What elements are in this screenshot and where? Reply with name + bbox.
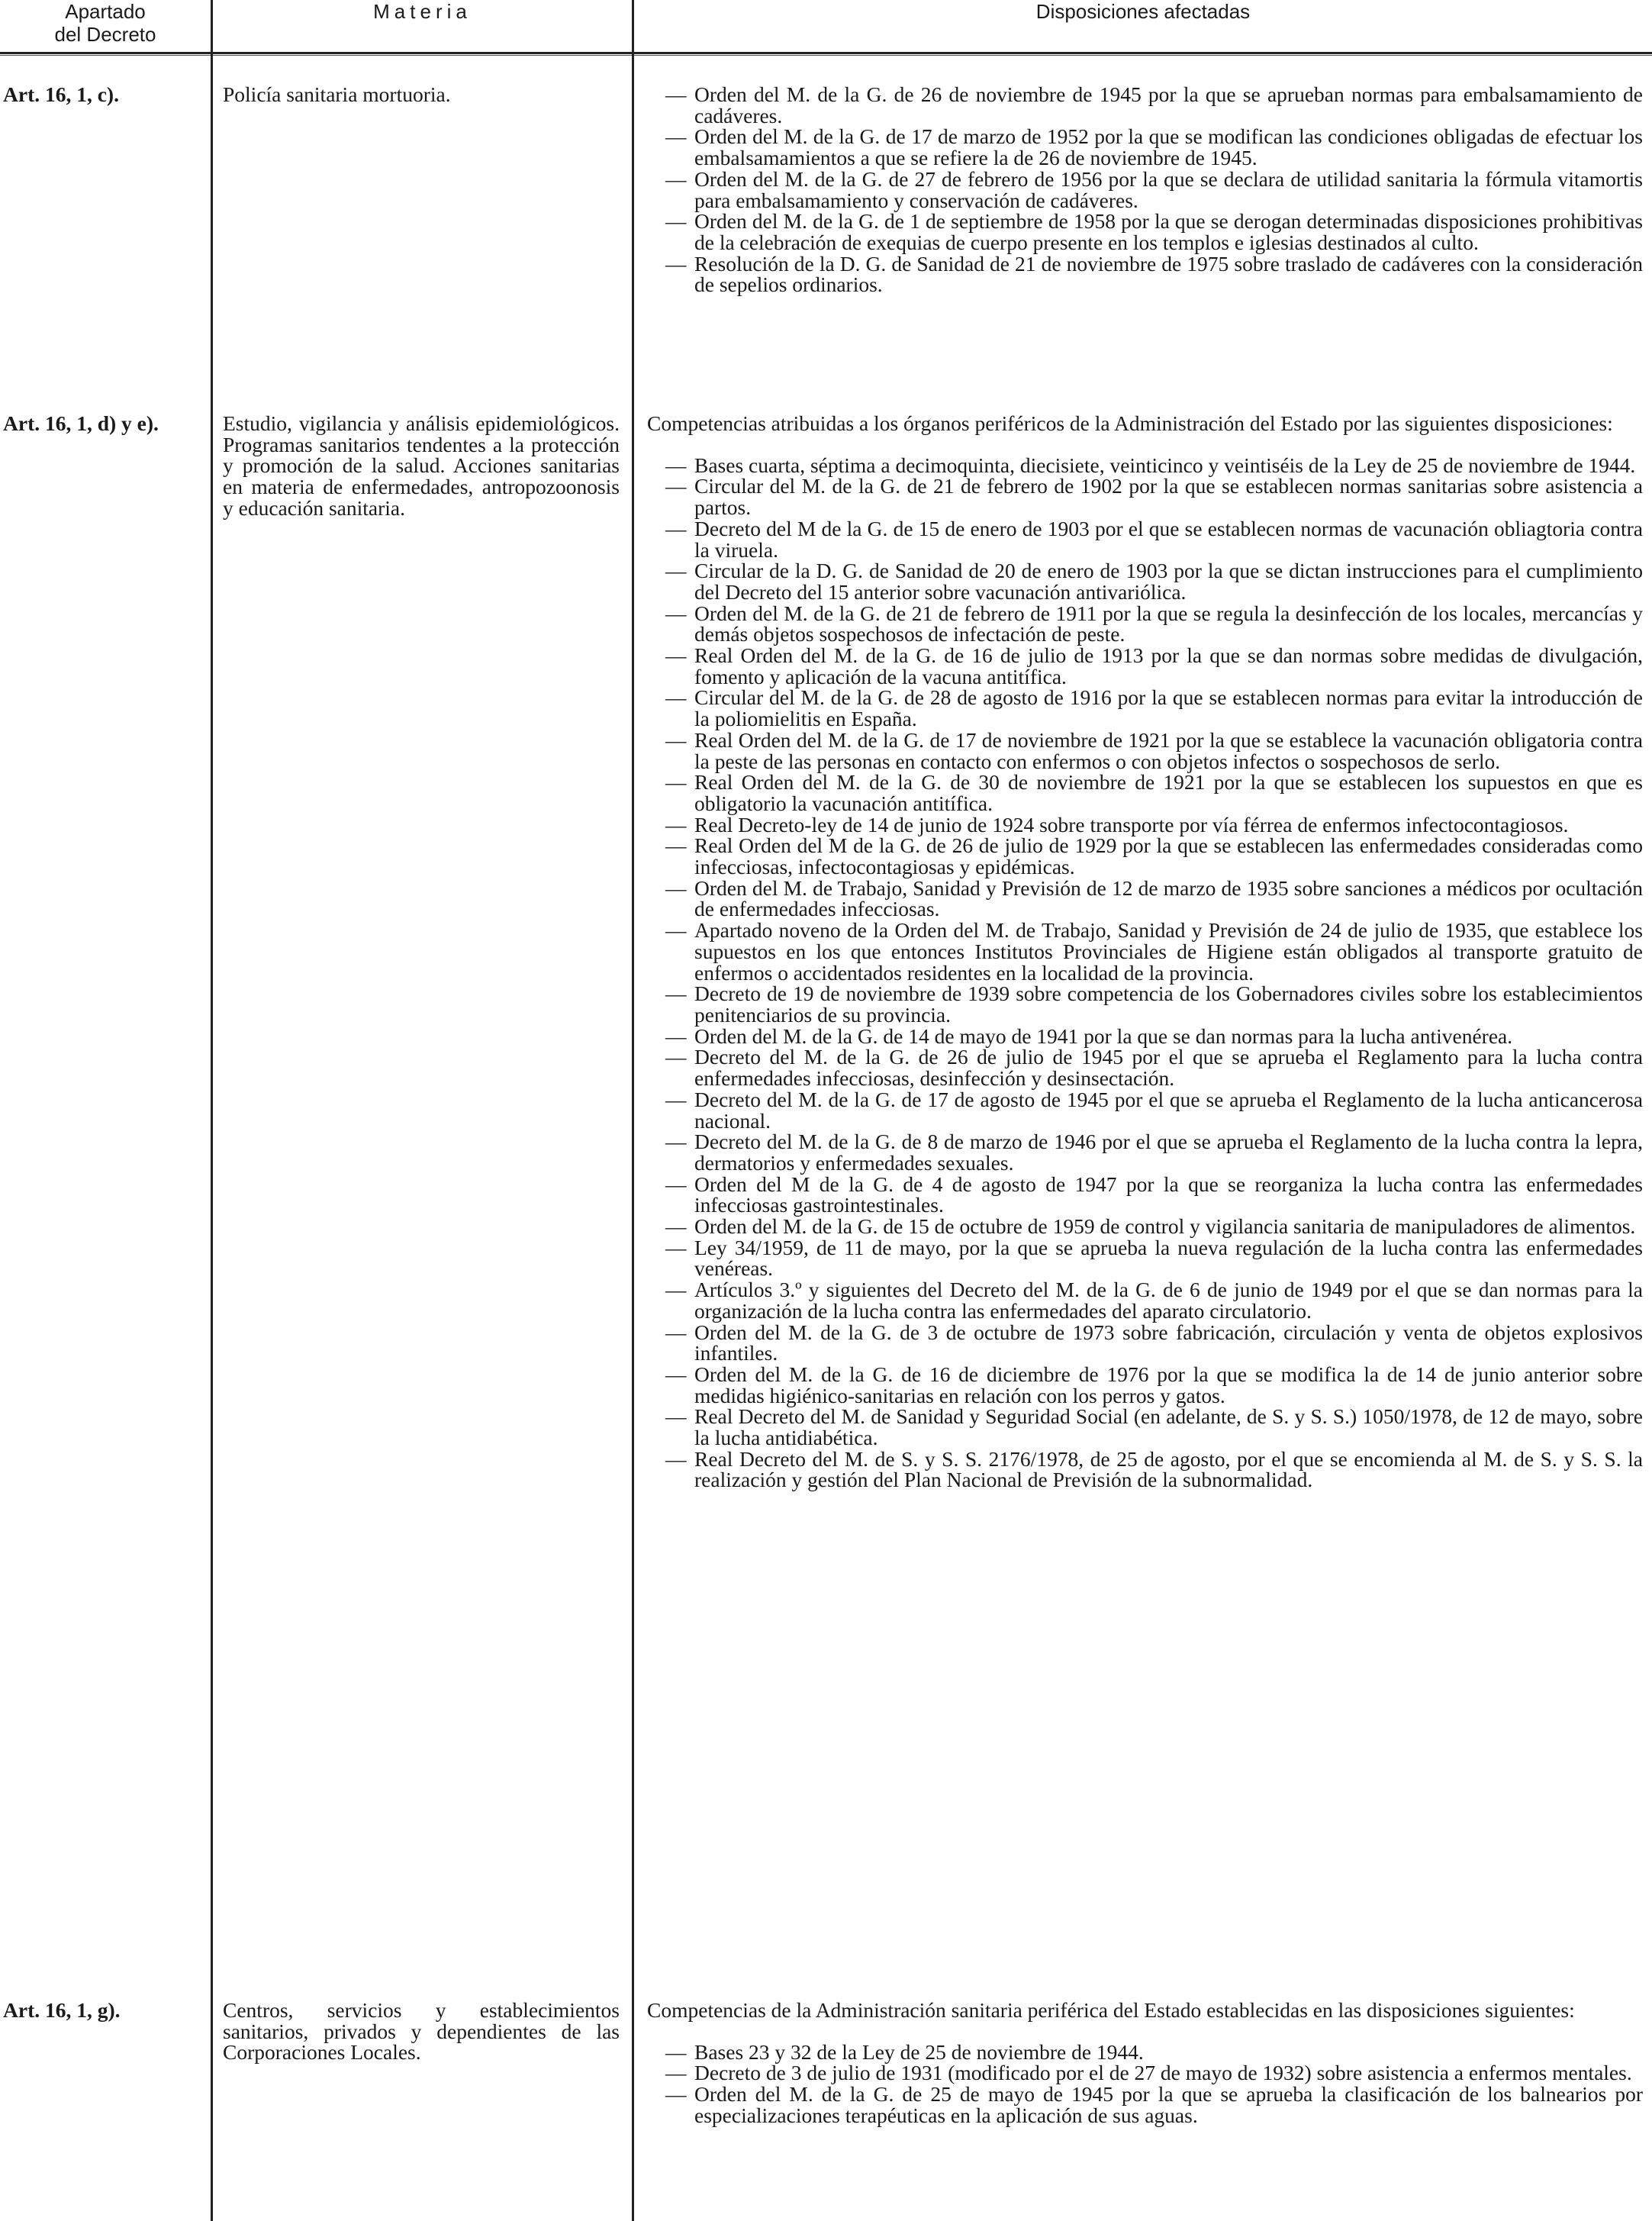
list-item: — Orden del M. de la G. de 15 de octubre de 1959 de control y vigilancia sanitaria de manipuladores de alimentos.: [647, 1216, 1643, 1237]
list-item: — Real Orden del M de la G. de 26 de julio de 1929 por la que se establecen las enfermedades consideradas como infecciosas, infectocontagiosas y epidémicas.: [647, 835, 1643, 877]
header-rule-thin: [634, 55, 1652, 56]
row-3-disposiciones: [647, 2000, 1643, 2126]
list-item: — Decreto del M. de la G. de 26 de julio de 1945 por el que se aprueba el Reglamento para la lucha contra enfermedades infecciosas, desinfección y desinsectación.: [647, 1046, 1643, 1088]
column-header-disposiciones-label: Disposiciones afectadas: [1035, 0, 1251, 23]
column-header-disposiciones: [634, 0, 1652, 23]
list-item: — Circular de la D. G. de Sanidad de 20 de enero de 1903 por la que se dictan instrucciones para el cumplimiento del Decreto del 15 anterior sobre vacunación antivariólica.: [647, 560, 1643, 602]
column-header-materia: [213, 0, 632, 23]
list-item: — Orden del M. de la G. de 27 de febrero de 1956 por la que se declara de utilidad sanitaria la fórmula vitamortis para embalsamamiento y conservación de cadáveres.: [647, 169, 1643, 211]
list-item: — Circular del M. de la G. de 21 de febrero de 1902 por la que se establecen normas sanitarias sobre asistencia a partos.: [647, 475, 1643, 517]
row-3-materia: Centros, servicios y establecimientos sanitarios, privados y dependientes de las Corporaciones Locales.: [223, 1998, 620, 2065]
list-item: — Real Decreto-ley de 14 de junio de 1924 sobre transporte por vía férrea de enfermos infectocontagiosos.: [647, 814, 1643, 836]
list-item: — Real Orden del M. de la G. de 16 de julio de 1913 por la que se dan normas sobre medidas de divulgación, fomento y aplicación de la vacuna antitífica.: [647, 645, 1643, 687]
list-item: — Orden del M. de la G. de 17 de marzo de 1952 por la que se modifican las condiciones obligadas de efectuar los embalsamamientos a que se refiere la de 26 de noviembre de 1945.: [647, 126, 1643, 168]
list-item: — Real Decreto del M. de Sanidad y Seguridad Social (en adelante, de S. y S. S.) 1050/1978, de 12 de mayo, sobre la lucha antidiabética.: [647, 1406, 1643, 1448]
header-rule: [0, 52, 211, 54]
header-rule: [213, 52, 632, 54]
list-item: — Artículos 3.º y siguientes del Decreto del M. de la G. de 6 de junio de 1949 por el que se dan normas para la organización de la lucha contra las enfermedades del aparato circulatorio.: [647, 1279, 1643, 1321]
list-item: — Orden del M. de la G. de 26 de noviembre de 1945 por la que se aprueban normas para embalsamamiento de cadáveres.: [647, 84, 1643, 126]
list-item: — Real Orden del M. de la G. de 17 de noviembre de 1921 por la que se establece la vacunación obligatoria contra la peste de las personas en contacto con enfermos o con objetos infectos o sospechosos de serlo.: [647, 730, 1643, 772]
list-item: — Orden del M. de la G. de 1 de septiembre de 1958 por la que se derogan determinadas disposiciones prohibitivas de la celebración de exequias de cuerpo presente en los templos e iglesias destinados al culto.: [647, 211, 1643, 253]
list-item: — Resolución de la D. G. de Sanidad de 21 de noviembre de 1975 sobre traslado de cadáveres con la consideración de sepelios ordinarios.: [647, 253, 1643, 295]
list-item: — Bases cuarta, séptima a decimoquinta, diecisiete, veinticinco y veintiséis de la Ley de 25 de noviembre de 1944.: [647, 455, 1643, 476]
list-item: — Real Decreto del M. de S. y S. S. 2176/1978, de 25 de agosto, por el que se encomienda al M. de S. y S. S. la realización y gestión del Plan Nacional de Previsión de la subnormalidad.: [647, 1449, 1643, 1491]
row-3-intro: Competencias de la Administración sanitaria periférica del Estado establecidas en las disposiciones siguientes:: [647, 1998, 1575, 2022]
list-item: — Circular del M. de la G. de 28 de agosto de 1916 por la que se establecen normas para evitar la introducción de la poliomielitis en España.: [647, 687, 1643, 729]
column-divider: [632, 0, 634, 2221]
list-item: — Apartado noveno de la Orden del M. de Trabajo, Sanidad y Previsión de 24 de julio de 1935, que establece los supuestos en los que entonces Institutos Provinciales de Higiene están obligados al transporte gratuito de enfermos o accidentados residentes en la localidad de la provincia.: [647, 920, 1643, 983]
header-rule-thin: [0, 55, 211, 56]
list-item: — Orden del M. de la G. de 3 de octubre de 1973 sobre fabricación, circulación y venta de objetos explosivos infantiles.: [647, 1322, 1643, 1364]
column-header-apartado-line2: del Decreto: [54, 23, 156, 46]
list-item: — Orden del M. de la G. de 25 de mayo de 1945 por la que se aprueba la clasificación de los balnearios por especializaciones terapéuticas en la aplicación de sus aguas.: [647, 2084, 1643, 2126]
list-item: — Decreto del M de la G. de 15 de enero de 1903 por el que se establecen normas de vacunación obliagtoria contra la viruela.: [647, 518, 1643, 560]
row-1-apartado: Art. 16, 1, c).: [3, 82, 119, 106]
column-header-materia-label: Materia: [373, 0, 472, 23]
row-1-materia: Policía sanitaria mortuoria.: [223, 82, 451, 106]
list-item: — Decreto del M. de la G. de 17 de agosto de 1945 por el que se aprueba el Reglamento de la lucha anticancerosa nacional.: [647, 1089, 1643, 1131]
list-item: — Bases 23 y 32 de la Ley de 25 de noviembre de 1944.: [647, 2042, 1643, 2063]
list-item: — Real Orden del M. de la G. de 30 de noviembre de 1921 por la que se establecen los supuestos en que es obligatorio la vacunación antitífica.: [647, 772, 1643, 814]
list-item: — Ley 34/1959, de 11 de mayo, por la que se aprueba la nueva regulación de la lucha contra las enfermedades venéreas.: [647, 1237, 1643, 1279]
column-header-apartado: [0, 0, 211, 46]
list-item: — Orden del M. de Trabajo, Sanidad y Previsión de 12 de marzo de 1935 sobre sanciones a médicos por ocultación de enfermedades infecciosas.: [647, 878, 1643, 920]
column-divider: [211, 0, 213, 2221]
list-item: — Orden del M. de la G. de 16 de diciembre de 1976 por la que se modifica la de 14 de junio anterior sobre medidas higiénico-sanitarias en relación con los perros y gatos.: [647, 1364, 1643, 1406]
column-header-apartado-line1: Apartado: [65, 0, 146, 23]
header-rule-thin: [213, 55, 632, 56]
row-3-apartado: Art. 16, 1, g).: [3, 1998, 121, 2022]
list-item: — Orden del M. de la G. de 14 de mayo de 1941 por la que se dan normas para la lucha antivenérea.: [647, 1026, 1643, 1047]
list-item: — Decreto de 19 de noviembre de 1939 sobre competencia de los Gobernadores civiles sobre los establecimientos penitenciarios de su provincia.: [647, 983, 1643, 1025]
row-2-intro: Competencias atribuidas a los órganos periféricos de la Administración del Estado por las siguientes disposiciones:: [647, 411, 1613, 435]
list-item: — Orden del M de la G. de 4 de agosto de 1947 por la que se reorganiza la lucha contra las enfermedades infecciosas gastrointestinales.: [647, 1174, 1643, 1216]
list-item: — Decreto de 3 de julio de 1931 (modificado por el de 27 de mayo de 1932) sobre asistencia a enfermos mentales.: [647, 2062, 1643, 2084]
row-2-materia: Estudio, vigilancia y análisis epidemiológicos. Programas sanitarios tendentes a la protección y promoción de la salud. Acciones sanitarias en materia de enfermedades, antropozoonosis y educación sanitaria.: [223, 411, 620, 520]
row-2-disposiciones: [647, 413, 1643, 1491]
list-item: — Orden del M. de la G. de 21 de febrero de 1911 por la que se regula la desinfección de los locales, mercancías y demás objetos sospechosos de infectación de peste.: [647, 603, 1643, 645]
header-rule: [634, 52, 1652, 54]
row-2-apartado: Art. 16, 1, d) y e).: [3, 411, 159, 435]
list-item: — Decreto del M. de la G. de 8 de marzo de 1946 por el que se aprueba el Reglamento de la lucha contra la lepra, dermatorios y enfermedades sexuales.: [647, 1131, 1643, 1173]
row-1-disposiciones: [647, 84, 1643, 295]
